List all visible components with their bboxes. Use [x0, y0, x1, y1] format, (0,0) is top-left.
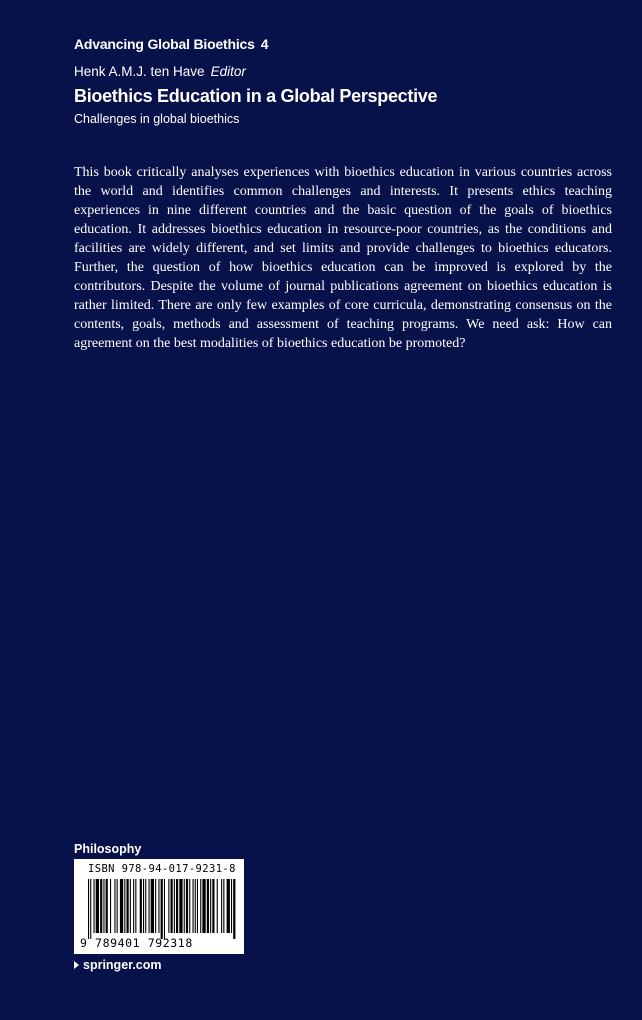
barcode-bars — [88, 879, 236, 939]
barcode-bar — [231, 879, 232, 933]
barcode-bar — [114, 879, 115, 933]
barcode-bar — [145, 879, 146, 933]
barcode-bar — [186, 879, 188, 933]
barcode-bar — [227, 879, 230, 933]
barcode-bar — [202, 879, 205, 933]
barcode-bar — [88, 879, 89, 939]
series-name: Advancing Global Bioethics — [74, 36, 255, 52]
barcode-digits: 9 789401 792318 — [80, 936, 193, 950]
barcode-bar — [143, 879, 144, 933]
barcode-bar — [127, 879, 129, 933]
barcode-bar — [184, 879, 185, 933]
barcode-bar — [179, 879, 182, 933]
barcode-bar — [189, 879, 190, 933]
isbn-barcode — [74, 859, 244, 954]
barcode-bar — [168, 879, 169, 933]
barcode-bar — [106, 879, 108, 933]
barcode-bar — [171, 879, 173, 933]
book-subtitle: Challenges in global bioethics — [74, 112, 240, 126]
barcode-bar — [200, 879, 201, 933]
subject-category: Philosophy — [74, 842, 142, 856]
barcode-bar — [96, 879, 99, 933]
barcode-bar — [110, 879, 111, 933]
book-blurb: This book critically analyses experiences with bioethics education in various countries across the world and identifies common challenges and interests. It presents ethics teaching experiences in nine different countries and the basic question of the goals of bioethics education. It addresses bioethics education in resource-poor countries, as the conditions and facilities are widely different, and set limits and provide challenges to bioethics educators. Further, the question of how bioethics education can be improved is explored by the contributors. Despite the volume of journal publications agreement on bioethics education is rather limited. There are only few examples of core curricula, demonstrating consensus on the contents, goals, methods and assessment of teaching programs. We need ask: How can agreement on the best modalities of bioethics education be promoted? — [74, 165, 612, 351]
barcode-bar — [210, 879, 211, 933]
editor-line — [74, 64, 246, 79]
barcode-bar — [217, 879, 218, 933]
barcode-bar — [174, 879, 175, 933]
barcode-bar — [94, 879, 95, 933]
barcode-bar — [233, 879, 235, 939]
barcode-bar — [103, 879, 104, 933]
barcode-bar — [117, 879, 118, 933]
barcode-bar — [149, 879, 150, 933]
barcode-bar — [212, 879, 214, 933]
website-label: springer.com — [83, 958, 162, 972]
barcode-bar — [223, 879, 224, 933]
barcode-bar — [124, 879, 125, 933]
barcode-bar — [164, 879, 165, 939]
barcode-bar — [176, 879, 178, 933]
book-title: Bioethics Education in a Global Perspective — [74, 86, 438, 106]
barcode-bar — [90, 879, 91, 939]
series-volume: 4 — [260, 36, 269, 52]
barcode-bar — [155, 879, 156, 933]
barcode-bar — [195, 879, 196, 933]
barcode-bar — [197, 879, 198, 933]
barcode-bar — [100, 879, 102, 933]
barcode-bar — [151, 879, 154, 933]
barcode-bar — [221, 879, 222, 933]
barcode-bar — [161, 879, 163, 939]
barcode-bar — [135, 879, 136, 933]
barcode-bar — [120, 879, 123, 933]
barcode-bar — [133, 879, 134, 933]
website-link[interactable] — [74, 958, 162, 972]
isbn-label: ISBN 978-94-017-9231-8 — [88, 863, 236, 875]
barcode-bar — [130, 879, 131, 933]
barcode-bar — [140, 879, 142, 933]
barcode-bar — [207, 879, 209, 933]
barcode-bar — [158, 879, 159, 933]
series-line — [74, 36, 268, 52]
barcode-bar — [193, 879, 194, 933]
editor-name: Henk A.M.J. ten Have — [74, 64, 205, 79]
triangle-arrow-icon — [74, 961, 79, 969]
editor-role: Editor — [210, 64, 246, 79]
